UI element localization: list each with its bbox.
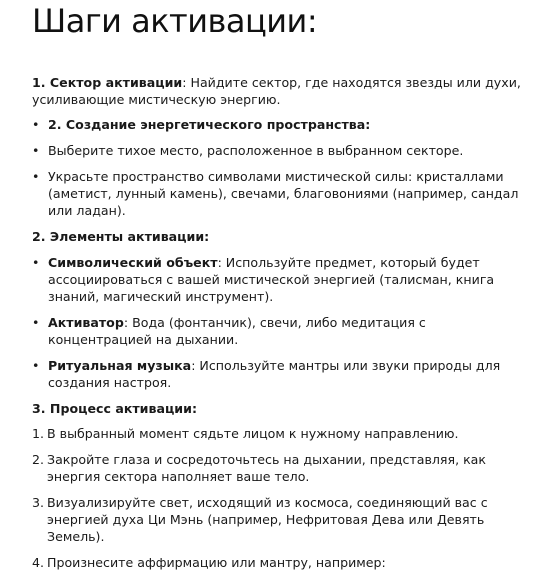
process-step-3 — [32, 494, 532, 546]
process-step-text: Закройте глаза и сосредоточьтесь на дыхании, представляя, как энергия сектора наполняет ваше тело. — [47, 451, 487, 485]
bullet-item-symbolic-object — [32, 254, 532, 306]
bullet-marker: • — [32, 254, 40, 270]
step-sector-text: : Найдите сектор, где находятся звезды или духи, усиливающие мистическую энергию. — [32, 75, 521, 108]
process-step-1 — [32, 425, 532, 442]
section-heading-elements-text: 2. Элементы активации: — [32, 228, 210, 244]
process-step-number: 2. — [32, 451, 45, 467]
bullet-marker: • — [32, 357, 40, 373]
activator-label: Активатор — [48, 314, 124, 330]
bullet-decorate-text: Украсьте пространство символами мистической силы: кристаллами (аметист, лунный камень), свечами, благовониями (например, сандал или ладан). — [48, 168, 519, 219]
process-step-2 — [32, 451, 532, 485]
process-step-text: В выбранный момент сядьте лицом к нужному направлению. — [47, 426, 459, 442]
symbolic-object-text: : Используйте предмет, который будет ассоциироваться с вашей мистической энергией (талисман, книга знаний, магический инструмент). — [48, 254, 495, 305]
bullet-item-ritual-music — [32, 357, 532, 391]
ritual-music-text: : Используйте мантры или звуки природы для создания настроя. — [48, 357, 501, 390]
process-step-text: Визуализируйте свет, исходящий из космоса, соединяющий вас с энергией духа Ци Мэнь (например, Нефритовая Дева или Девять Земель). — [47, 494, 488, 545]
bullet-place-text: Выберите тихое место, расположенное в выбранном секторе. — [48, 143, 464, 159]
process-step-number: 3. — [32, 494, 45, 510]
bullet-marker: • — [32, 117, 40, 133]
section-heading-process — [32, 400, 532, 417]
process-step-number: 1. — [32, 426, 45, 442]
page-title: Шаги активации: — [32, 2, 318, 40]
bullet-item-decorate — [32, 168, 532, 220]
step-sector-label: 1. Сектор активации — [32, 75, 183, 90]
bullet-item-space — [32, 116, 532, 133]
bullet-item-place — [32, 142, 532, 159]
section-heading-elements — [32, 228, 532, 245]
section-heading-process-text: 3. Процесс активации: — [32, 400, 197, 416]
symbolic-object-label: Символический объект — [48, 254, 218, 270]
bullet-marker: • — [32, 168, 40, 184]
activator-text: : Вода (фонтанчик), свечи, либо медитация с концентрацией на дыхании. — [48, 314, 426, 347]
bullet-space-heading: 2. Создание энергетического пространства: — [48, 117, 371, 133]
ritual-music-label: Ритуальная музыка — [48, 357, 192, 373]
bullet-marker: • — [32, 314, 40, 330]
bullet-marker: • — [32, 143, 40, 159]
document-body — [32, 74, 532, 580]
process-step-text: Произнесите аффирмацию или мантру, например: — [47, 554, 386, 570]
process-step-4 — [32, 554, 532, 571]
process-step-number: 4. — [32, 554, 45, 570]
step-sector-paragraph — [32, 74, 532, 108]
bullet-item-activator — [32, 314, 532, 348]
